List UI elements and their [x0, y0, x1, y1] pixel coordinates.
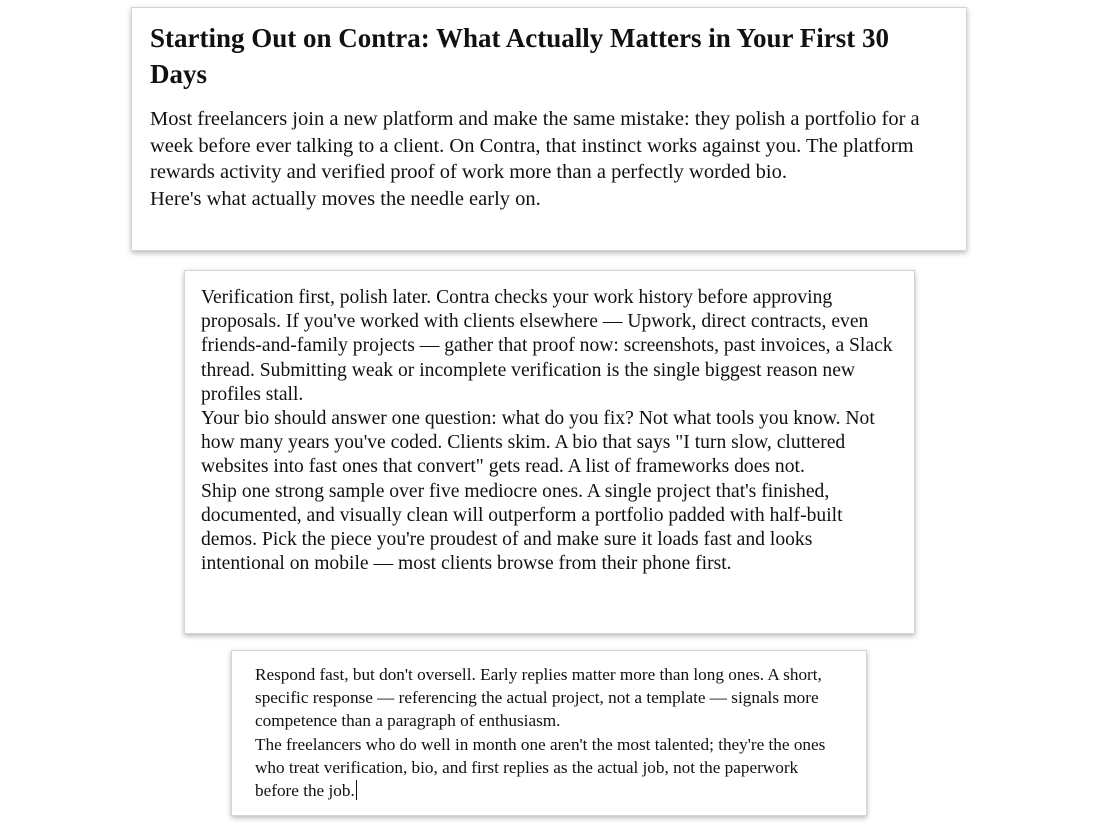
intro-paragraph: Here's what actually moves the needle early on. — [150, 187, 541, 210]
tips-card — [184, 270, 915, 634]
closing-card[interactable] — [231, 650, 867, 816]
tip-respond-paragraph: Respond fast, but don't oversell. Early replies matter more than long ones. A short, specific response — referencing the actual project, not a template — signals more competence than a paragraph of enthusiasm. — [255, 665, 822, 731]
tip-bio-paragraph: Your bio should answer one question: what do you fix? Not what tools you know. Not how many years you've coded. Clients skim. A bio that says "I turn slow, cluttered websites into fast ones that convert" gets read. A list of frameworks does not. — [201, 408, 875, 478]
tip-sample-paragraph: Ship one strong sample over five mediocre ones. A single project that's finished, documented, and visually clean will outperform a portfolio padded with half-built demos. Pick the piece you're proudest of and make sure it loads fast and looks intentional on mobile — most clients browse from their phone first. — [201, 480, 843, 575]
closing-paragraph — [255, 733, 844, 803]
text-cursor — [356, 780, 358, 800]
closing-text: The freelancers who do well in month one aren't the most talented; they're the ones who treat verification, bio, and first replies as the actual job, not the paperwork before the job. — [255, 734, 826, 801]
article-title: Starting Out on Contra: What Actually Matters in Your First 30 Days — [150, 23, 889, 89]
intro-card — [131, 7, 967, 251]
intro-paragraph: Most freelancers join a new platform and make the same mistake: they polish a portfolio for a week before ever talking to a client. On Contra, that instinct works against you. The platform rewards activity and verified proof of work more than a perfectly worded bio. — [150, 108, 920, 183]
tip-verification-paragraph: Verification first, polish later. Contra checks your work history before approving proposals. If you've worked with clients elsewhere — Upwork, direct contracts, even friends-and-family projects — gather that proof now: screenshots, past invoices, a Slack thread. Submitting weak or incomplete verification is the single biggest reason new profiles stall. — [201, 287, 893, 405]
